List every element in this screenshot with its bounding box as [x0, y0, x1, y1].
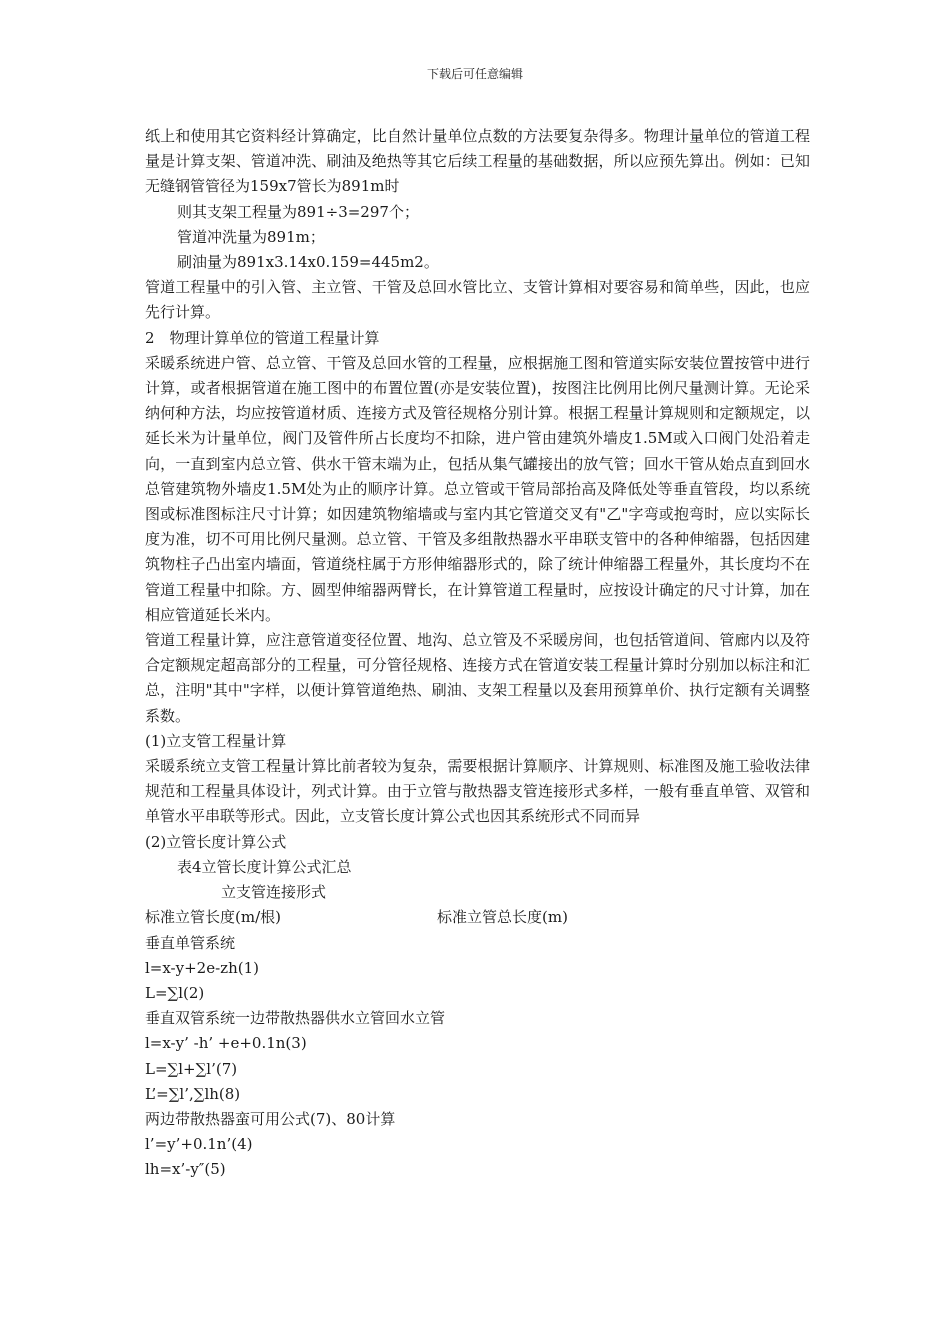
subheading: (2)立管长度计算公式: [145, 832, 287, 851]
formula-line: L’=∑l’,∑lh(8): [145, 1084, 241, 1103]
formula-line: L=∑l+∑l’(7): [145, 1059, 238, 1078]
table-title: 表4立管长度计算公式汇总: [177, 857, 352, 876]
paragraph: 纸上和使用其它资料经计算确定，比自然计量单位点数的方法要复杂得多。物理计量单位的管道工程量是计算支架、管道冲洗、刷油及绝热等其它后续工程量的基础数据，所以应预先算出。例如：已知无缝钢管管径为159x7管长为891m时: [145, 127, 810, 196]
formula-line: lh=x’-y″(5): [145, 1160, 226, 1179]
subheading: (1)立支管工程量计算: [145, 731, 287, 750]
formula-line: 两边带散热器蛮可用公式(7)、80计算: [145, 1109, 396, 1128]
page-header: 下载后可任意编辑: [426, 67, 523, 81]
formula-line: L=∑l(2): [145, 983, 205, 1002]
column-header: 标准立管总长度(m): [437, 908, 568, 927]
paragraph: 采暖系统进户管、总立管、干管及总回水管的工程量，应根据施工图和管道实际安装位置按管中进行计算，或者根据管道在施工图中的布置位置(亦是安装位置)，按图注比例用比例尺量测计算。无论采纳何种方法，均应按管道材质、连接方式及管径规格分别计算。根据工程量计算规则和定额规定，以延长米为计量单位，阀门及管件所占长度均不扣除，进户管由建筑外墙皮1.5M或入口阀门处沿着走向，一直到室内总立管、供水干管末端为止，包括从集气罐接出的放气管；回水干管从始点直到回水总管建筑物外墙皮1.5M处为止的顺序计算。总立管或干管局部抬高及降低处等垂直管段，均以系统图或标准图标注尺寸计算；如因建筑物缩墙或与室内其它管道交叉有"乙"字弯或抱弯时，应以实际长度为准，切不可用比例尺量测。总立管、干管及多组散热器水平串联支管中的各种伸缩器，包括因建筑物柱子凸出室内墙面，管道绕柱属于方形伸缩器形式的，除了统计伸缩器工程量外，其长度均不在管道工程量中扣除。方、圆型伸缩器两臂长，在计算管道工程量时，应按设计确定的尺寸计算，加在相应管道延长米内。: [145, 353, 810, 624]
paragraph: 刷油量为891x3.14x0.159=445m2。: [177, 253, 439, 272]
paragraph: 管道工程量中的引入管、主立管、干管及总回水管比立、支管计算相对要容易和简单些，因此，也应先行计算。: [145, 278, 810, 322]
paragraph: 管道冲洗量为891m；: [177, 227, 325, 246]
document-body: [145, 124, 810, 1183]
paragraph: 则其支架工程量为891÷3=297个；: [177, 202, 419, 221]
formula-line: l=x-y+2e-zh(1): [145, 958, 259, 977]
column-header: 标准立管长度(m/根): [145, 908, 281, 927]
table-subtitle: 立支管连接形式: [221, 883, 327, 902]
formula-line: 垂直单管系统: [145, 933, 236, 952]
formula-line: 垂直双管系统一边带散热器供水立管回水立管: [145, 1009, 446, 1028]
formula-line: l=x-y’ -h’ +e+0.1n(3): [145, 1034, 307, 1053]
paragraph: 采暖系统立支管工程量计算比前者较为复杂，需要根据计算顺序、计算规则、标准图及施工验收法律规范和工程量具体设计，列式计算。由于立管与散热器支管连接形式多样，一般有垂直单管、双管和单管水平串联等形式。因此，立支管长度计算公式也因其系统形式不同而异: [145, 757, 810, 826]
paragraph: 管道工程量计算，应注意管道变径位置、地沟、总立管及不采暖房间，也包括管道间、管廊内以及符合定额规定超高部分的工程量，可分管径规格、连接方式在管道安装工程量计算时分别加以标注和汇总，注明"其中"字样，以便计算管道绝热、刷油、支架工程量以及套用预算单价、执行定额有关调整系数。: [145, 631, 810, 725]
table-header-row: [145, 905, 810, 930]
section-heading: 2 物理计算单位的管道工程量计算: [145, 328, 380, 347]
formula-line: l’=y’+0.1n’(4): [145, 1135, 253, 1154]
